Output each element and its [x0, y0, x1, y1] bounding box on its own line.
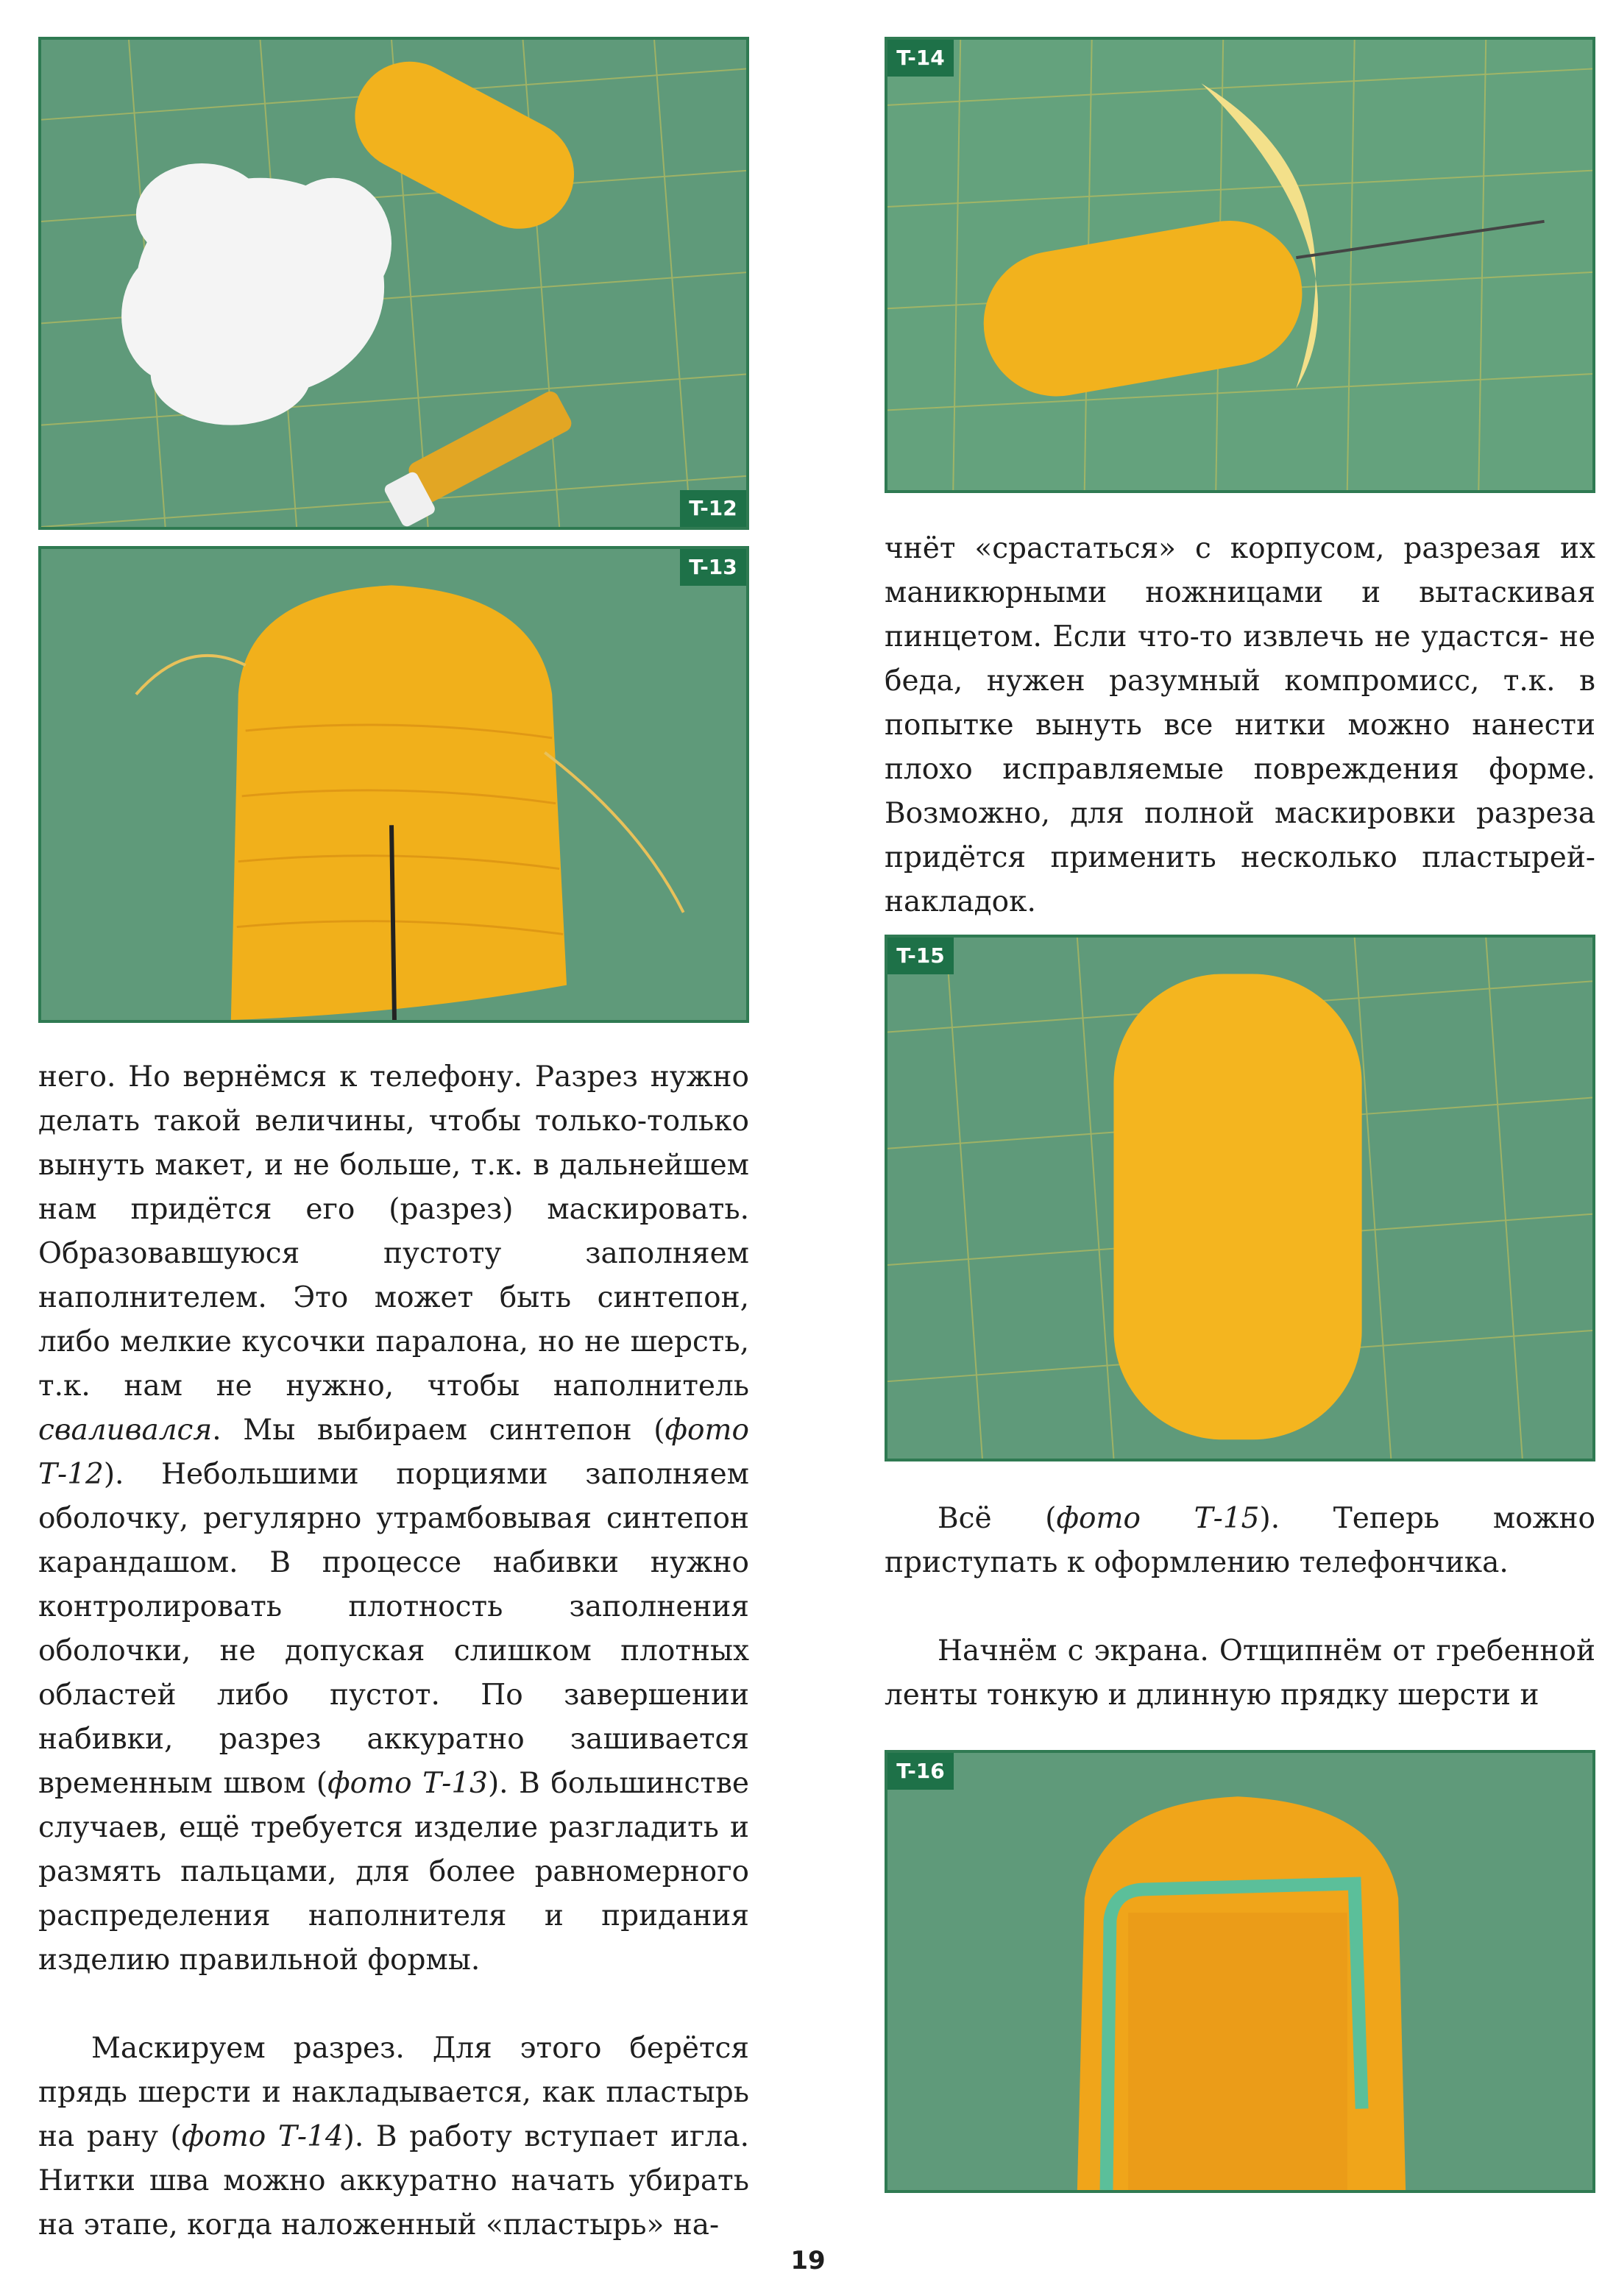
right-paragraph-2: Всё (фото Т-15). Теперь можно приступать к оформлению телефончика. — [885, 1502, 1596, 1579]
right-paragraph-3: Начнём с экрана. Отщипнём от гребенной ленты тонкую и длинную прядку шерсти и — [885, 1634, 1595, 1712]
photo-t15-image — [887, 938, 1592, 1459]
photo-t15 — [885, 935, 1595, 1461]
photo-t16-image — [887, 1753, 1592, 2190]
right-text-column-top — [885, 527, 1595, 924]
photo-t12 — [38, 37, 749, 530]
photo-t14 — [885, 37, 1595, 493]
photo-t13-image — [41, 549, 746, 1020]
photo-t13-label: T-13 — [680, 549, 746, 586]
photo-t14-image — [887, 40, 1592, 490]
right-text-column-middle — [885, 1497, 1595, 1718]
photo-t12-label: T-12 — [680, 490, 746, 527]
page-number: 19 — [790, 2246, 826, 2275]
left-paragraph-2: Маскируем разрез. Для этого берётся прядь шерсти и накладывается, как пластырь на рану (фото Т-14). В работу вступает игла. Нитки шва можно аккуратно начать убирать на этапе, когда наложенный «пластырь» на- — [38, 2032, 749, 2242]
left-text-column — [38, 1055, 749, 2247]
photo-t14-label: T-14 — [887, 40, 954, 77]
photo-t16-label: T-16 — [887, 1753, 954, 1790]
right-paragraph-1: чнёт «срастаться» с корпусом, разрезая их маникюрными ножницами и вытаскивая пинцетом. Если что-то извлечь не удастся- не беда, нужен разумный компромисс, т.к. в попытке вынуть все нитки можно нанести плохо исправляемые повреждения форме. Возможно, для полной маскировки разреза придётся применить несколько пластырей-накладок. — [885, 532, 1595, 918]
photo-t13 — [38, 546, 749, 1023]
left-paragraph-1: него. Но вернёмся к телефону. Разрез нужно делать такой величины, чтобы только-только вынуть макет, и не больше, т.к. в дальнейшем нам придётся его (разрез) маскировать. Образовавшуюся пустоту заполняем наполнителем. Это может быть синтепон, либо мелкие кусочки паралона, но не шерсть, т.к. нам не нужно, чтобы наполнитель сваливался. Мы выбираем синтепон (фото Т-12). Небольшими порциями заполняем оболочку, регулярно утрамбовывая синтепон карандашом. В процессе набивки нужно контролировать плотность заполнения оболочки, не допуская слишком плотных областей либо пустот. По завершении набивки, разрез аккуратно зашивается временным швом (фото Т-13). В большинстве случаев, ещё требуется изделие разгладить и размять пальцами, для более равномерного распределения наполнителя и придания изделию правильной формы. — [38, 1060, 750, 1977]
photo-t12-image — [41, 40, 746, 527]
photo-t15-label: T-15 — [887, 938, 954, 974]
photo-t16 — [885, 1750, 1595, 2193]
